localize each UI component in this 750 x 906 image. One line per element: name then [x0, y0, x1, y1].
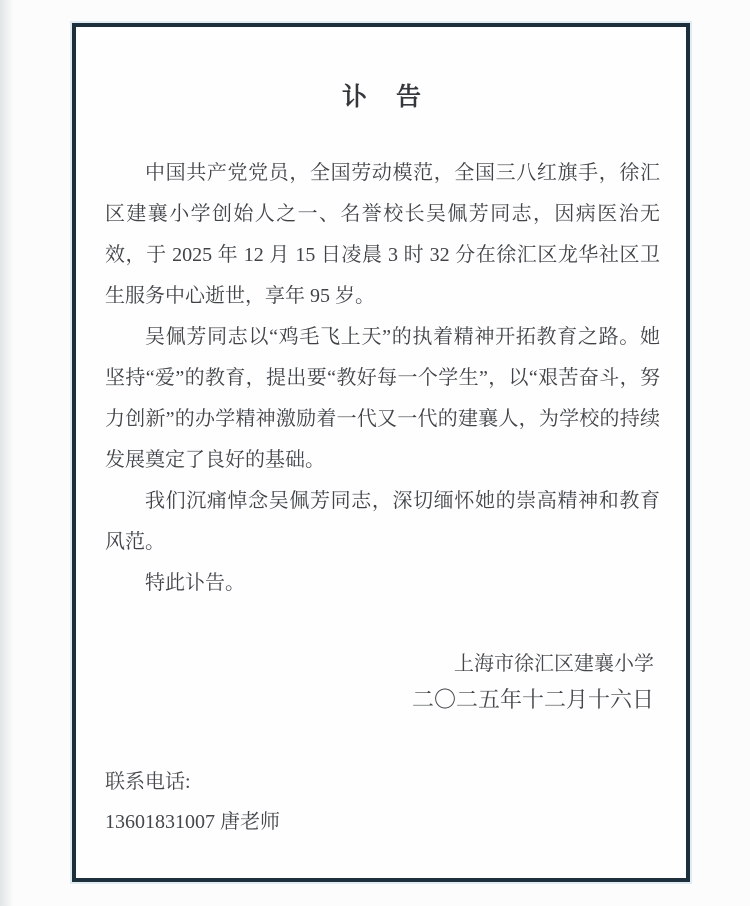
signature-date: 二〇二五年十二月十六日 [411, 687, 654, 712]
notice-page [72, 23, 690, 882]
contact-label: 联系电话: [105, 771, 191, 793]
notice-paragraph-mourning: 我们沉痛悼念吴佩芳同志，深切缅怀她的崇高精神和教育风范。 [105, 490, 660, 553]
notice-body [105, 153, 660, 604]
notice-closing: 特此讣告。 [145, 572, 245, 594]
notice-title: 讣 告 [341, 84, 423, 111]
photo-edge-shadow [0, 0, 14, 906]
notice-content [76, 27, 686, 878]
signature-organization: 上海市徐汇区建襄小学 [454, 653, 654, 675]
notice-paragraph-intro: 中国共产党党员，全国劳动模范，全国三八红旗手，徐汇区建襄小学创始人之一、名誉校长吴佩芳同志，因病医治无效，于 2025 年 12 月 15 日凌晨 3 时 32 分在徐汇区龙华社区卫生服务中心逝世，享年 95 岁。 [105, 162, 660, 307]
contact-phone: 13601831007 唐老师 [105, 811, 280, 833]
contact-block [105, 762, 660, 842]
notice-paragraph-legacy: 吴佩芳同志以“鸡毛飞上天”的执着精神开拓教育之路。她坚持“爱”的教育，提出要“教好每一个学生”，以“艰苦奋斗，努力创新”的办学精神激励着一代又一代的建襄人，为学校的持续发展奠定了良好的基础。 [105, 326, 660, 471]
signature-block [105, 646, 660, 718]
